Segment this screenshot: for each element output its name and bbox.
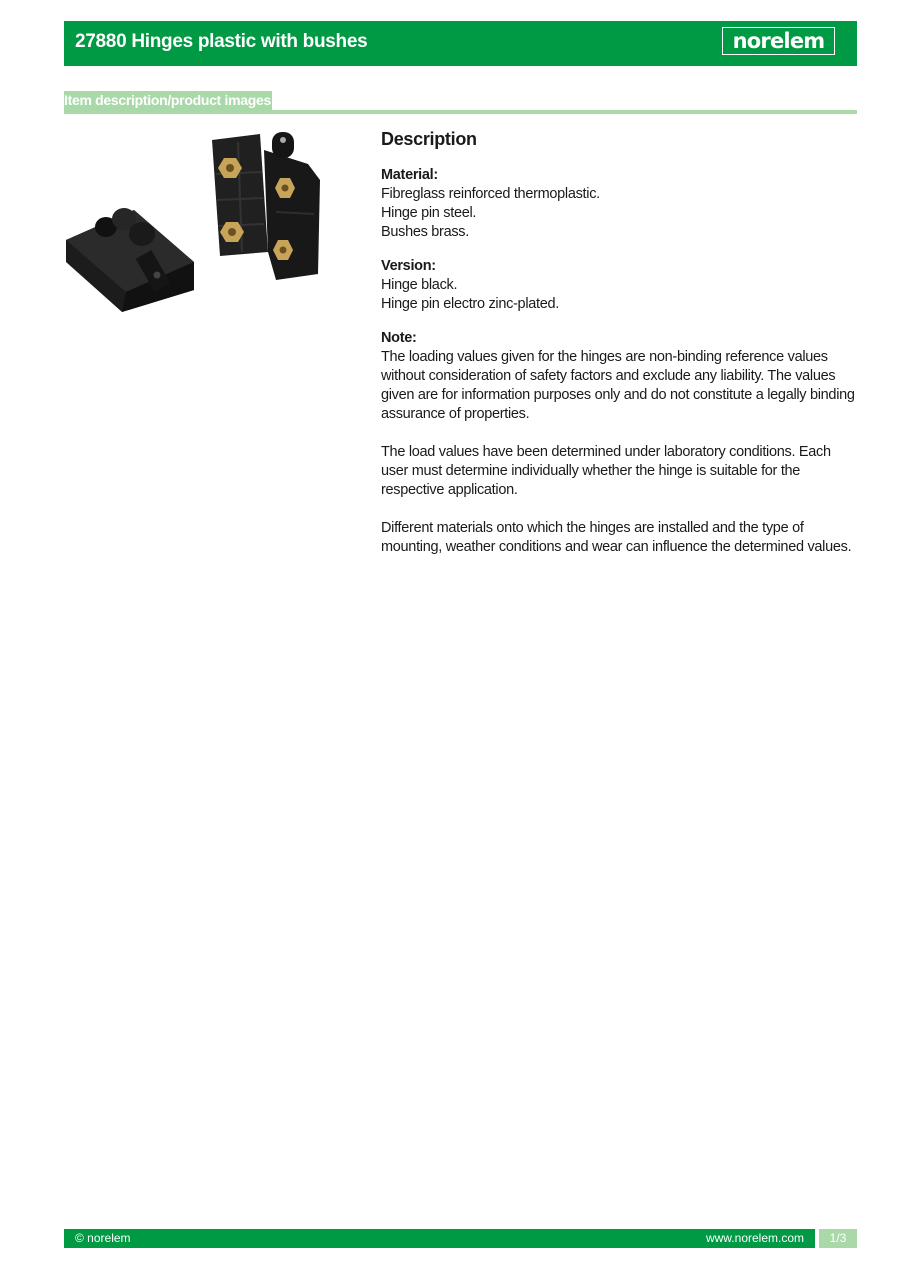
material-line: Fibreglass reinforced thermoplastic. bbox=[381, 186, 600, 202]
website-link[interactable]: www.norelem.com bbox=[705, 1231, 804, 1245]
copyright-text: © norelem bbox=[75, 1231, 131, 1245]
version-line: Hinge pin electro zinc-plated. bbox=[381, 296, 559, 312]
page-footer bbox=[64, 1229, 815, 1248]
page-header bbox=[64, 21, 857, 66]
version-label: Version: bbox=[381, 258, 436, 274]
note-block bbox=[381, 329, 857, 557]
norelem-logo: norelem bbox=[722, 27, 835, 55]
version-line: Hinge black. bbox=[381, 277, 458, 293]
note-paragraph: Different materials onto which the hinges are installed and the type of mounting, weather conditions and wear can influence the determined values. bbox=[381, 520, 852, 555]
material-label: Material: bbox=[381, 167, 438, 183]
description-heading: Description bbox=[381, 129, 477, 149]
material-line: Bushes brass. bbox=[381, 224, 469, 240]
document-title: 27880 Hinges plastic with bushes bbox=[75, 31, 368, 52]
material-block bbox=[381, 166, 857, 242]
hinge-product-image bbox=[64, 122, 324, 314]
material-line: Hinge pin steel. bbox=[381, 205, 477, 221]
note-label: Note: bbox=[381, 330, 417, 346]
note-paragraph: The loading values given for the hinges are non-binding reference values without consideration of safety factors and exclude any liability. The values given are for information purposes only and do not constitute a legally binding assurance of properties. bbox=[381, 349, 855, 422]
description-panel bbox=[381, 127, 857, 576]
page-number: 1/3 bbox=[819, 1229, 857, 1248]
version-block bbox=[381, 257, 857, 314]
section-divider bbox=[64, 110, 857, 114]
note-paragraph: The load values have been determined under laboratory conditions. Each user must determine individually whether the hinge is suitable for the respective application. bbox=[381, 444, 831, 498]
section-label: Item description/product images bbox=[64, 92, 271, 108]
